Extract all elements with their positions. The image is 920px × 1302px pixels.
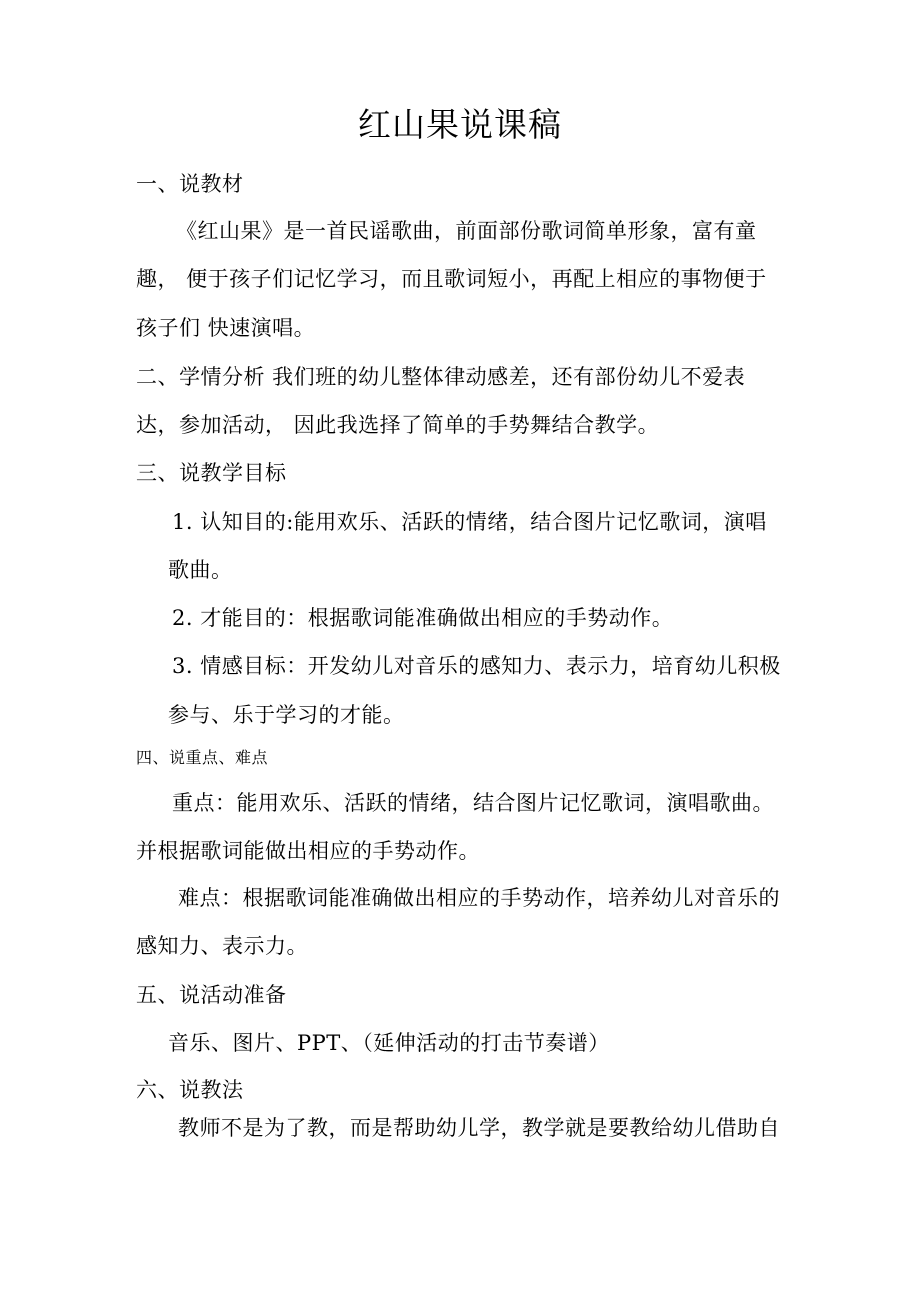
section-heading-teaching-goals: 三、说教学目标 bbox=[136, 461, 287, 485]
paragraph-line: 感知力、表示力。 bbox=[136, 934, 308, 958]
paragraph-line: 趣， 便于孩子们记忆学习，而且歌词短小，再配上相应的事物便于 bbox=[136, 267, 767, 291]
section-heading-preparation: 五、说活动准备 bbox=[136, 983, 287, 1007]
paragraph-line: 孩子们 快速演唱。 bbox=[136, 316, 316, 340]
paragraph-line: 教师不是为了教，而是帮助幼儿学，教学就是要教给幼儿借助自 bbox=[178, 1116, 780, 1140]
paragraph-line: 达，参加活动， 因此我选择了简单的手势舞结合教学。 bbox=[136, 413, 660, 437]
paragraph-key-point: 重点：能用欢乐、活跃的情绪，结合图片记忆歌词，演唱歌曲。 bbox=[172, 791, 774, 815]
paragraph-line: 并根据歌词能做出相应的手势动作。 bbox=[136, 839, 480, 863]
section-heading-learning-analysis: 二、学情分析 我们班的幼儿整体律动感差，还有部份幼儿不爱表 bbox=[136, 365, 746, 389]
list-item-goal-3: 3. 情感目标：开发幼儿对音乐的感知力、表示力，培育幼儿积极 bbox=[172, 654, 781, 678]
section-heading-teaching-method: 六、说教法 bbox=[136, 1078, 244, 1102]
paragraph-difficult-point: 难点：根据歌词能准确做出相应的手势动作，培养幼儿对音乐的 bbox=[178, 886, 780, 910]
paragraph-line: 音乐、图片、PPT、（延伸活动的打击节奏谱） bbox=[168, 1031, 610, 1055]
section-heading-teaching-material: 一、说教材 bbox=[136, 172, 244, 196]
list-item-goal-2: 2. 才能目的：根据歌词能准确做出相应的手势动作。 bbox=[172, 606, 674, 630]
document-title: 红山果说课稿 bbox=[358, 105, 562, 144]
section-heading-key-points: 四、说重点、难点 bbox=[136, 748, 269, 767]
list-item-goal-1-continued: 歌曲。 bbox=[168, 558, 233, 582]
list-item-goal-1: 1. 认知目的:能用欢乐、活跃的情绪，结合图片记忆歌词，演唱 bbox=[172, 510, 767, 534]
list-item-goal-3-continued: 参与、乐于学习的才能。 bbox=[168, 703, 405, 727]
paragraph-line: 《红山果》是一首民谣歌曲，前面部份歌词简单形象，富有童 bbox=[176, 219, 757, 243]
